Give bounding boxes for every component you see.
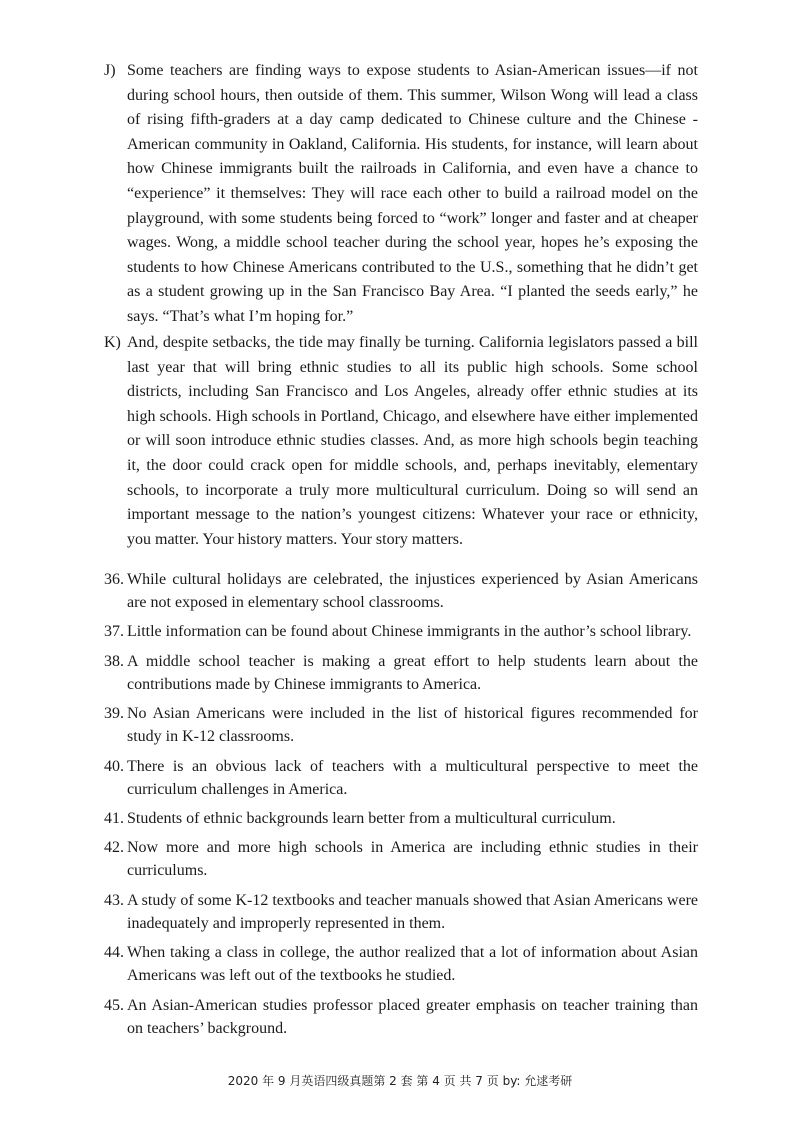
paragraph-row [104,59,698,330]
paragraph-marker: K) [104,334,121,351]
question-number: 41. [104,809,124,827]
question-number: 43. [104,891,124,909]
question-item [104,650,698,696]
question-text: An Asian-American studies professor placed greater emphasis on teacher training than on teachers’ background. [127,996,698,1037]
question-text: Now more and more high schools in America are including ethnic studies in their curriculums. [127,839,698,880]
question-text: A middle school teacher is making a great effort to help students learn about the contributions made by Chinese immigrants to America. [127,652,698,693]
passage-paragraph-j [104,59,698,330]
question-item [104,568,698,614]
question-item [104,702,698,748]
question-item [104,836,698,882]
question-text: Little information can be found about Chinese immigrants in the author’s school library. [127,623,692,641]
question-number: 37. [104,623,124,641]
question-item [104,889,698,935]
question-text: While cultural holidays are celebrated, the injustices experienced by Asian Americans are not exposed in elementary school classrooms. [127,571,698,611]
question-number: 45. [104,996,124,1014]
question-number: 39. [104,705,124,723]
paragraph-text: And, despite setbacks, the tide may finally be turning. California legislators passed a bill last year that will bring ethnic studies to all its public high schools. Some school districts, including San Francisco and Los Angeles, already offer ethnic studies at its high schools. High schools in Portland, Chicago, and elsewhere have either implemented or will soon introduce ethnic studies classes. And, as more high schools begin teaching it, the door could crack open for middle schools, and, perhaps inevitably, elementary schools, to incorporate a truly more multicultural curriculum. Doing so will send an important message to the nation’s youngest citizens: Whatever your race or ethnicity, you matter. Your history matters. Your story matters. [127,334,698,548]
question-number: 38. [104,652,124,670]
paragraph-text: Some teachers are finding ways to expose students to Asian-American issues—if not during school hours, then outside of them. This summer, Wilson Wong will lead a class of rising fifth-graders at a day camp dedicated to Chinese culture and the Chinese -American community in Oakland, California. His students, for instance, will learn about how Chinese immigrants built the railroads in California, and even have a chance to “experience” it themselves: They will race each other to build a railroad model on the playground, with some students being forced to “work” longer and faster and at cheaper wages. Wong, a middle school teacher during the school year, hopes he’s exposing the students to how Chinese Americans contributed to the U.S., something that he didn’t get as a student growing up in the San Francisco Bay Area. “I planted the seeds early,” he says. “That’s what I’m hoping for.” [127,62,698,325]
question-text: No Asian Americans were included in the list of historical figures recommended for study in K-12 classrooms. [127,705,698,746]
question-number: 42. [104,839,124,857]
question-item [104,807,698,830]
question-text: A study of some K-12 textbooks and teacher manuals showed that Asian Americans were inadequately and improperly represented in them. [127,891,698,932]
page-footer: 2020 年 9 月英语四级真题第 2 套 第 4 页 共 7 页 by: 允逑考研 [227,1074,573,1088]
paragraph-row [104,331,698,552]
question-item [104,755,698,801]
question-item [104,994,698,1040]
paragraph-marker: J) [104,62,116,79]
question-number: 44. [104,944,124,962]
question-text: When taking a class in college, the author realized that a lot of information about Asian Americans was left out of the textbooks he studied. [127,944,698,985]
question-text: Students of ethnic backgrounds learn better from a multicultural curriculum. [127,809,616,827]
question-number: 36. [104,571,124,588]
question-item [104,941,698,987]
question-item [104,620,698,643]
question-text: There is an obvious lack of teachers with a multicultural perspective to meet the curriculum challenges in America. [127,757,698,798]
question-number: 40. [104,757,124,775]
question-list [104,568,698,1046]
passage-paragraph-k [104,331,698,552]
